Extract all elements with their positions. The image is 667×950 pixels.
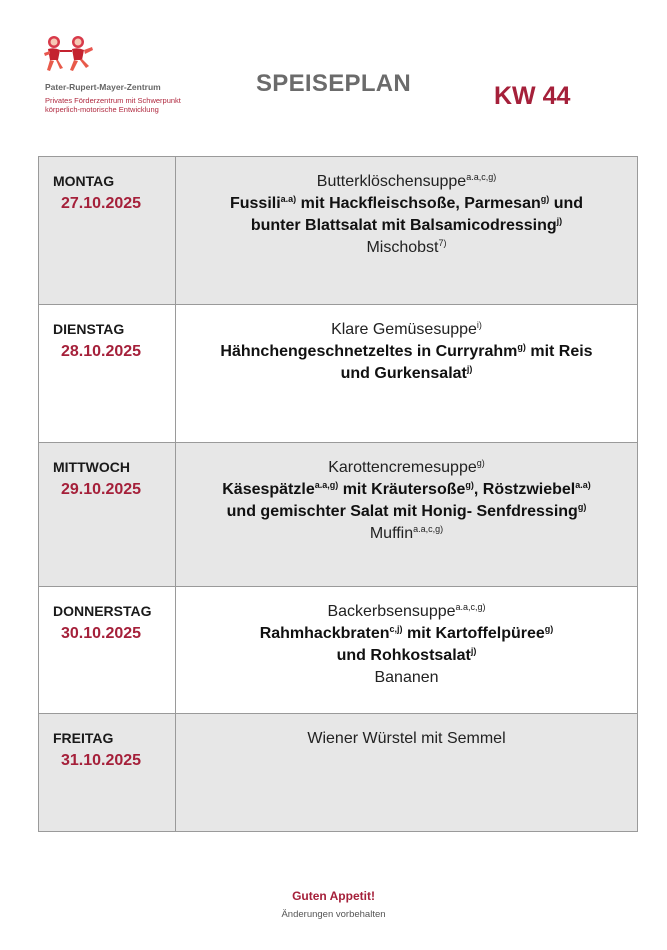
soup-line <box>176 319 637 341</box>
main-text: Käsespätzle <box>222 481 315 498</box>
main-text: mit Kartoffelpüree <box>402 625 545 642</box>
menu-cell <box>176 443 637 586</box>
day-name: MITTWOCH <box>53 459 130 475</box>
main-text: Rahmhackbraten <box>259 625 390 642</box>
allergen-code: j) <box>556 216 563 226</box>
table-row-monday <box>39 157 637 305</box>
soup-text: Backerbsensuppe <box>327 603 456 620</box>
day-date: 30.10.2025 <box>61 625 142 642</box>
main-text: mit Reis <box>525 343 593 360</box>
week-label: KW 44 <box>494 82 571 110</box>
table-row-wednesday <box>39 443 637 587</box>
page-header <box>0 0 667 150</box>
allergen-code: g) <box>517 342 526 352</box>
allergen-code: j) <box>470 646 477 656</box>
allergen-code: i) <box>476 320 482 330</box>
org-subtitle <box>45 96 215 114</box>
main-text: und <box>549 195 584 212</box>
footer-greeting: Guten Appetit! <box>292 889 375 903</box>
main-text: und gemischter Salat mit Honig- Senfdressing <box>226 503 578 520</box>
dessert-line <box>176 523 637 545</box>
allergen-code: a.a,c,g) <box>413 524 444 534</box>
menu-cell <box>176 305 637 442</box>
org-subtitle-line-2: körperlich-motorische Entwicklung <box>45 105 159 114</box>
dessert-line <box>176 667 637 689</box>
soup-text: Karottencremesuppe <box>328 459 477 476</box>
main-text: bunter Blattsalat mit Balsamicodressing <box>250 217 557 234</box>
day-date: 28.10.2025 <box>61 343 142 360</box>
table-row-tuesday <box>39 305 637 443</box>
day-name: DONNERSTAG <box>53 603 152 619</box>
day-cell <box>39 443 176 586</box>
day-name: MONTAG <box>53 173 115 189</box>
table-row-thursday <box>39 587 637 714</box>
main-text: , Röstzwiebel <box>473 481 576 498</box>
allergen-code: 7) <box>438 238 447 248</box>
main-line-2 <box>176 363 637 385</box>
allergen-code: a.a,c,g) <box>466 172 497 182</box>
soup-text: Butterklöschensuppe <box>316 173 467 190</box>
main-line-2 <box>176 215 637 237</box>
main-line-1 <box>176 479 637 501</box>
day-cell <box>39 587 176 713</box>
menu-cell <box>176 587 637 713</box>
main-text: Wiener Würstel mit Semmel <box>307 730 506 747</box>
soup-line <box>176 601 637 623</box>
main-line-1 <box>176 341 637 363</box>
allergen-code: g) <box>476 458 485 468</box>
day-cell <box>39 157 176 304</box>
allergen-code: a.a) <box>280 194 297 204</box>
day-name: DIENSTAG <box>53 321 125 337</box>
day-date: 29.10.2025 <box>61 481 142 498</box>
allergen-code: g) <box>540 194 550 204</box>
main-text: mit Hackfleischsoße, Parmesan <box>296 195 541 212</box>
allergen-code: a.a,g) <box>314 480 339 490</box>
main-text: und Gurkensalat <box>340 365 467 382</box>
main-line-2 <box>176 501 637 523</box>
day-cell <box>39 714 176 831</box>
main-line <box>176 728 637 750</box>
main-text: Hähnchengeschnetzeltes in Curryrahm <box>220 343 518 360</box>
main-line-1 <box>176 193 637 215</box>
soup-line <box>176 171 637 193</box>
org-name: Pater-Rupert-Mayer-Zentrum <box>45 82 161 92</box>
two-children-logo-icon <box>40 33 100 77</box>
org-subtitle-line-1: Privates Förderzentrum mit Schwerpunkt <box>45 96 181 105</box>
allergen-code: a.a,c,g) <box>455 602 486 612</box>
soup-line <box>176 457 637 479</box>
dessert-text: Bananen <box>374 669 439 686</box>
table-row-friday <box>39 714 637 831</box>
allergen-code: c,j) <box>389 624 403 634</box>
dessert-line <box>176 237 637 259</box>
allergen-code: g) <box>465 480 474 490</box>
footer-note: Änderungen vorbehalten <box>281 909 386 920</box>
main-text: und Rohkostsalat <box>336 647 471 664</box>
org-logo <box>40 33 200 123</box>
day-date: 27.10.2025 <box>61 195 142 212</box>
day-cell <box>39 305 176 442</box>
day-date: 31.10.2025 <box>61 752 142 769</box>
soup-text: Klare Gemüsesuppe <box>331 321 477 338</box>
main-line-1 <box>176 623 637 645</box>
day-name: FREITAG <box>53 730 114 746</box>
allergen-code: g) <box>577 502 587 512</box>
menu-cell <box>176 157 637 304</box>
allergen-code: a.a) <box>575 480 591 490</box>
dessert-text: Muffin <box>369 525 414 542</box>
page-title: SPEISEPLAN <box>256 70 412 97</box>
main-text: mit Kräutersoße <box>338 481 466 498</box>
main-line-2 <box>176 645 637 667</box>
main-text: Fussili <box>229 195 281 212</box>
menu-cell <box>176 714 637 831</box>
allergen-code: j) <box>466 364 473 374</box>
dessert-text: Mischobst <box>366 239 439 256</box>
allergen-code: g) <box>544 624 554 634</box>
menu-table <box>38 156 638 832</box>
